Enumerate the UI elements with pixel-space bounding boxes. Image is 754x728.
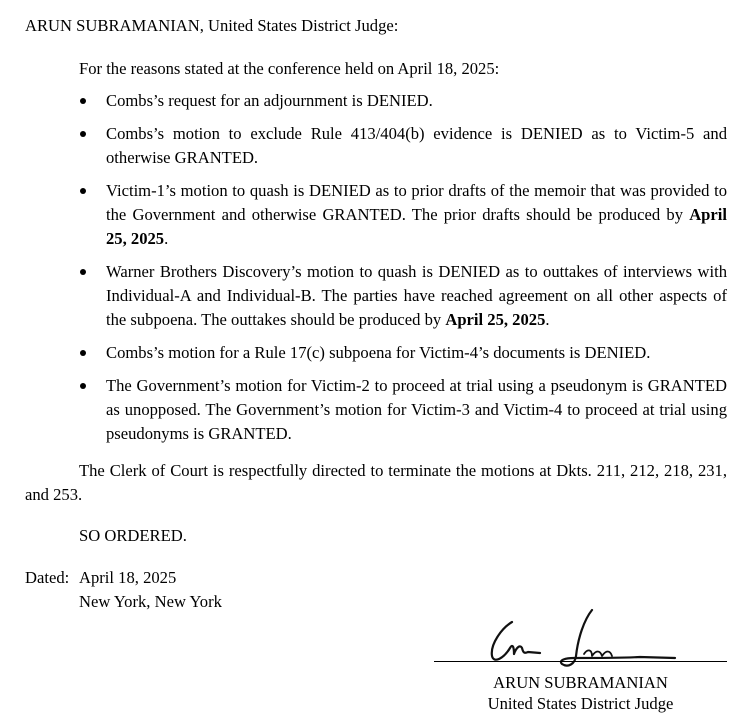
list-item: [0, 260, 754, 332]
ruling-text: Combs’s motion for a Rule 17(c) subpoena for Victim-4’s documents is DENIED.: [106, 343, 651, 362]
rulings-list: [0, 89, 754, 455]
dated-label: Dated:: [25, 568, 70, 587]
bullet-icon: [80, 188, 86, 194]
ruling-text: The Government’s motion for Victim-2 to proceed at trial using a pseudonym is GRANTED as unopposed. The Government’s motion for Victim-3 and Victim-4 to proceed at trial using pseudonyms is GRANTED.: [106, 376, 727, 443]
ruling-text: Combs’s motion to exclude Rule 413/404(b) evidence is DENIED as to Victim-5 and otherwise GRANTED.: [106, 124, 727, 167]
ruling-text: Victim-1’s motion to quash is DENIED as to prior drafts of the memoir that was provided to the Government and otherwise GRANTED. The prior drafts should be produced by April 25, 2025.: [106, 181, 727, 248]
list-item: [0, 374, 754, 446]
bullet-icon: [80, 269, 86, 275]
deadline-date: April 25, 2025: [106, 205, 727, 248]
list-item: [0, 89, 754, 113]
dated-location: New York, New York: [79, 592, 222, 611]
ruling-text: Warner Brothers Discovery’s motion to quash is DENIED as to outtakes of interviews with Individual-A and Individual-B. The parties have reached agreement on all other aspects of the subpoena. The outtakes should be produced by April 25, 2025.: [106, 262, 727, 329]
signatory-title: United States District Judge: [487, 694, 674, 713]
handwritten-signature-icon: [480, 604, 690, 668]
list-item: [0, 179, 754, 251]
bullet-icon: [80, 383, 86, 389]
dated-date: April 18, 2025: [79, 568, 177, 587]
list-item: [0, 122, 754, 170]
bullet-icon: [80, 98, 86, 104]
bullet-icon: [80, 131, 86, 137]
signature-line: [434, 661, 727, 662]
deadline-date: April 25, 2025: [445, 310, 546, 329]
intro-paragraph: For the reasons stated at the conference held on April 18, 2025:: [79, 59, 500, 78]
clerk-directive: The Clerk of Court is respectfully directed to terminate the motions at Dkts. 211, 212, 218, 231, and 253.: [25, 461, 727, 504]
so-ordered: SO ORDERED.: [79, 526, 187, 545]
signatory-name: ARUN SUBRAMANIAN: [493, 673, 668, 692]
ruling-text: Combs’s request for an adjournment is DENIED.: [106, 91, 433, 110]
bullet-icon: [80, 350, 86, 356]
list-item: [0, 341, 754, 365]
judge-heading: ARUN SUBRAMANIAN, United States District Judge:: [25, 16, 399, 35]
